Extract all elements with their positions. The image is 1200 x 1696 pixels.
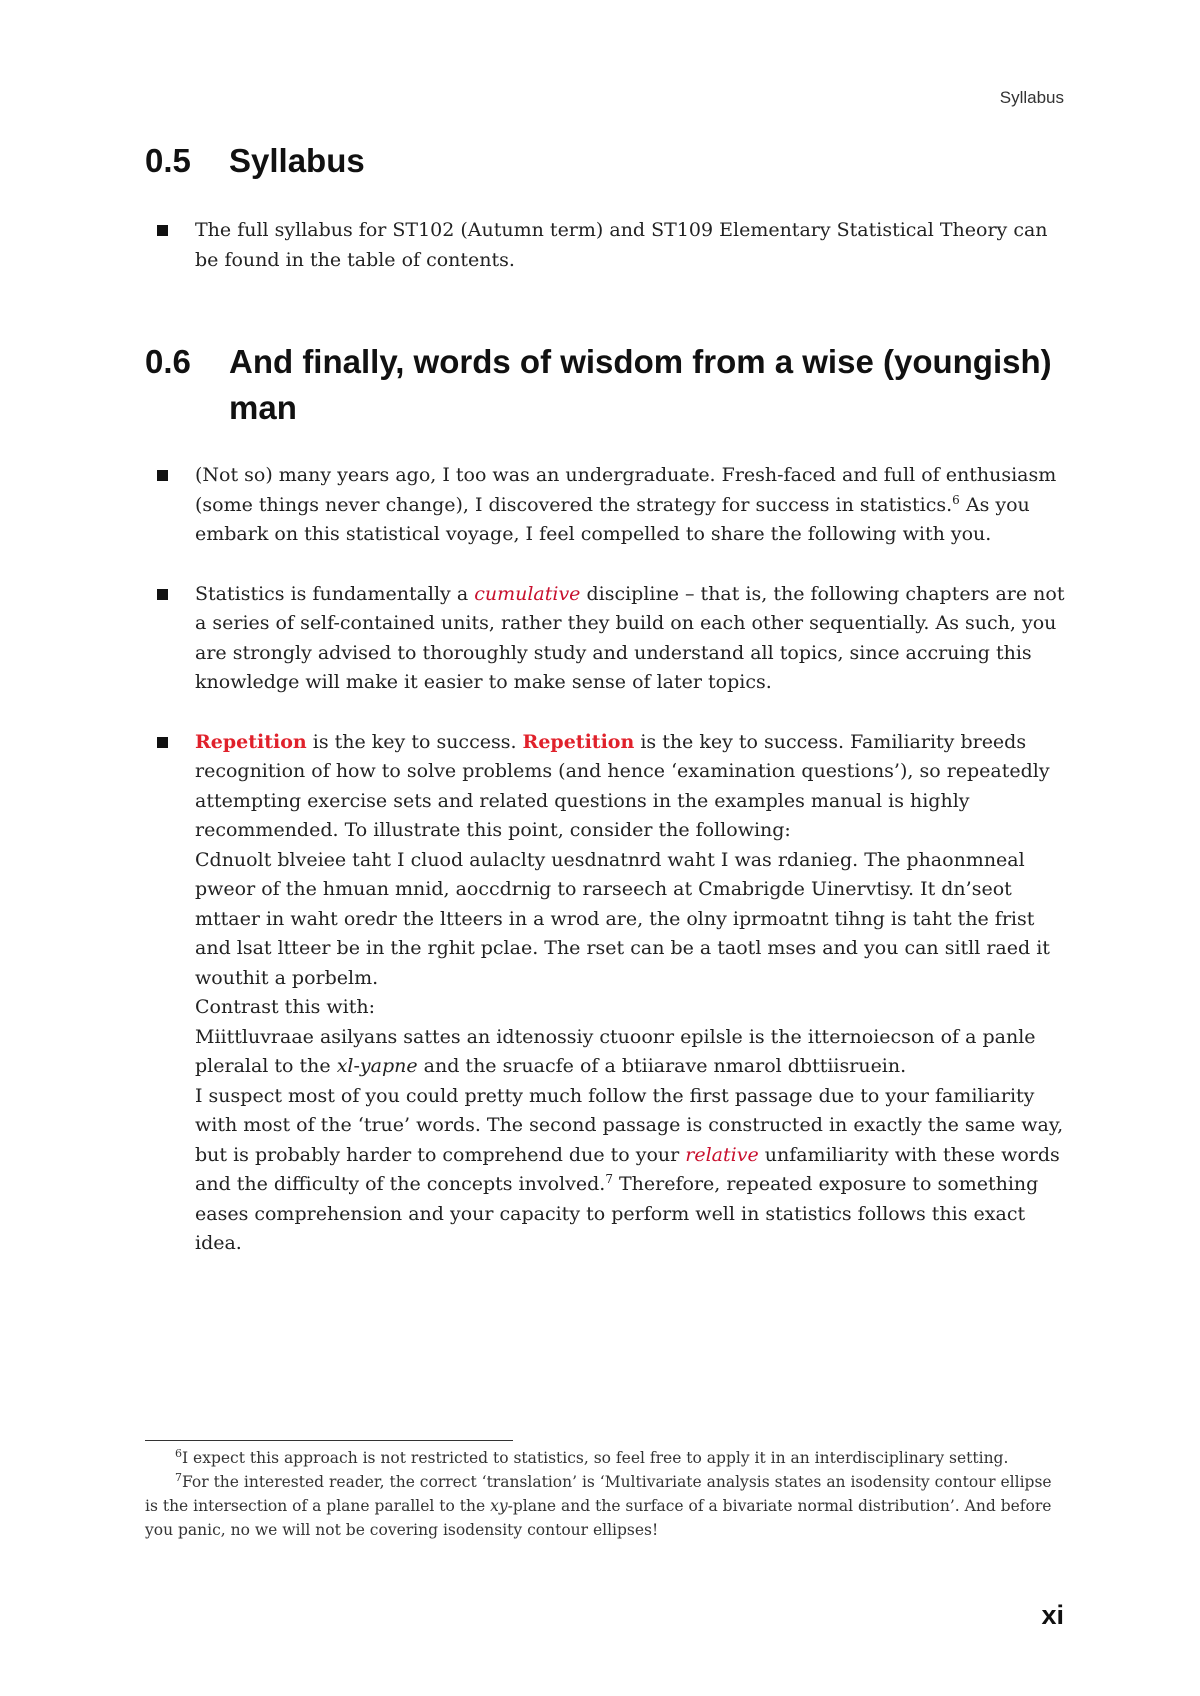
wisdom-bullet-1 xyxy=(145,461,1065,550)
quote-2-dash: - xyxy=(353,1055,360,1077)
repetition-emphasis-2: Repetition xyxy=(522,730,635,753)
repetition-text-b: is the key to success. Familiarity breeds recognition of how to solve problems (and hence ‘examination questions’), so repeatedly attempting exercise sets and related questions in the examples manual is highly recommended. To illustrate this point, consider the following: xyxy=(195,730,1050,841)
wisdom-bullet-2 xyxy=(145,580,1065,698)
footnote-7 xyxy=(145,1470,1065,1542)
bullet-1-text-a: (Not so) many years ago, I too was an undergraduate. Fresh-faced and full of enthusiasm (some things never change), I discovered the strategy for success in statistics. xyxy=(195,464,1057,516)
footnote-6 xyxy=(145,1446,1065,1470)
running-head: Syllabus xyxy=(999,88,1064,107)
footnote-7-ref[interactable]: 7 xyxy=(605,1172,613,1186)
quote-2-math: xl xyxy=(336,1055,354,1077)
section-05-heading xyxy=(145,138,1065,184)
quote-2-math-2: yapne xyxy=(359,1055,418,1077)
quote-2-text-b: and the sruacfe of a btiiarave nmarol dbttiisruein. xyxy=(417,1055,907,1077)
relative-emphasis: relative xyxy=(685,1143,759,1166)
suspect-text-a: I suspect most of you could pretty much follow the first passage due to your familiarity with most of the ‘true’ words. The second passage is constructed in exactly the same way, but is probably harder to comprehend due to your xyxy=(195,1084,1064,1166)
page-number: xi xyxy=(1041,1600,1064,1630)
cumulative-emphasis: cumulative xyxy=(474,582,581,605)
repetition-emphasis-1: Repetition xyxy=(195,730,307,753)
section-05-title: Syllabus xyxy=(229,142,365,179)
page-content xyxy=(145,138,1065,1289)
section-06-heading xyxy=(145,339,1065,431)
footnote-7-text-a: For the interested reader, the correct ‘translation’ is ‘Multivariate analysis states an isodensity contour ellipse is the intersection of a plane parallel to the xyxy=(145,1473,1052,1515)
footnote-6-ref[interactable]: 6 xyxy=(952,492,960,507)
quote-2-text-a: Miittluvraae asilyans sattes an idtenossiy ctuoonr epilsle is the itternoiecson of a panle pleralal to the xyxy=(195,1025,1036,1077)
bullet-1-text-b: As you embark on this statistical voyage, I feel compelled to share the following with you. xyxy=(195,493,1030,545)
footnote-rule xyxy=(145,1440,513,1441)
scrambled-quote-2 xyxy=(195,1023,1065,1082)
suspect-text-b: unfamiliarity with these words and the difficulty of the concepts involved. xyxy=(195,1143,1060,1195)
footnote-6-mark: 6 xyxy=(175,1447,182,1460)
footnote-7-mark: 7 xyxy=(175,1471,182,1484)
suspect-text-c: Therefore, repeated exposure to something eases comprehension and your capacity to perform well in statistics follows this exact idea. xyxy=(195,1173,1039,1254)
contrast-line: Contrast this with: xyxy=(195,996,376,1018)
section-06-number: 0.6 xyxy=(145,343,191,380)
wisdom-bullet-3 xyxy=(145,728,1065,1259)
suspect-paragraph xyxy=(195,1082,1065,1259)
footnote-7-math: xy xyxy=(490,1497,508,1515)
footnotes xyxy=(145,1446,1065,1542)
footnote-6-text: I expect this approach is not restricted to statistics, so feel free to apply it in an interdisciplinary setting. xyxy=(182,1449,1009,1467)
footnote-7-text-b: -plane and the surface of a bivariate normal distribution’. And before you panic, no we will not be covering isodensity contour ellipses! xyxy=(145,1497,1052,1539)
syllabus-bullet-text: The full syllabus for ST102 (Autumn term) and ST109 Elementary Statistical Theory can be found in the table of contents. xyxy=(195,219,1048,271)
bullet-2-text-a: Statistics is fundamentally a xyxy=(195,582,475,605)
syllabus-bullet xyxy=(145,216,1065,275)
scrambled-quote-1: Cdnuolt blveiee taht I cluod aulaclty uesdnatnrd waht I was rdanieg. The phaonmneal pweor of the hmuan mnid, aoccdrnig to rarseech at Cmabrigde Uinervtisy. It dn’seot mttaer in waht oredr the ltteers in a wrod are, the olny iprmoatnt tihng is taht the frist and lsat ltteer be in the rghit pclae. The rset can be a taotl mses and you can sitll raed it wouthit a porbelm. xyxy=(195,848,1050,989)
repetition-text-a: is the key to success. xyxy=(306,730,523,753)
bullet-2-text-b: discipline – that is, the following chapters are not a series of self-contained units, rather they build on each other sequentially. As such, you are strongly advised to thoroughly study and understand all topics, since accruing this knowledge will make it easier to make sense of later topics. xyxy=(195,582,1065,693)
section-06-title: And finally, words of wisdom from a wise (youngish) man xyxy=(229,343,1052,426)
section-05-number: 0.5 xyxy=(145,142,191,179)
repetition-paragraph xyxy=(195,728,1065,846)
